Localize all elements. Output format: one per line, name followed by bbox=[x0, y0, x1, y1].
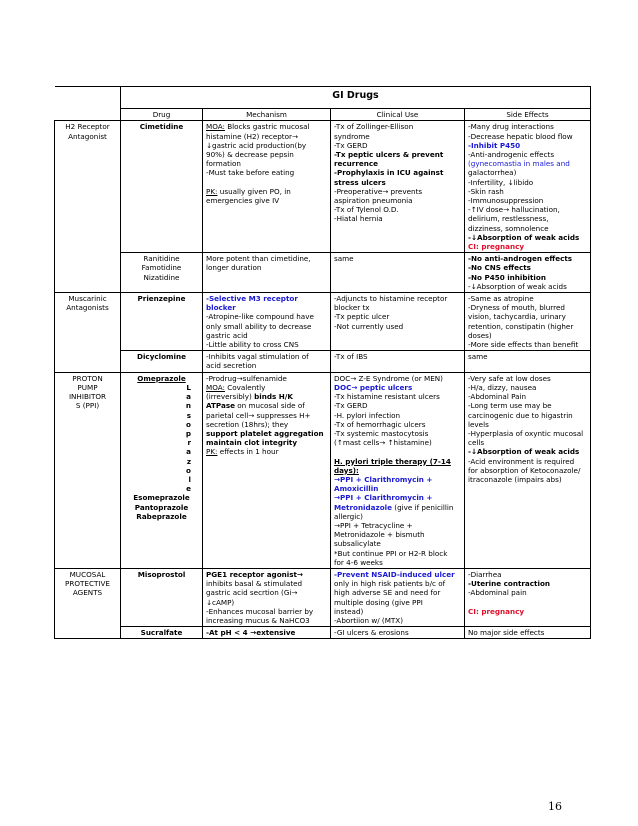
drug-ranitidine-group: Ranitidine Famotidine Nizatidine bbox=[121, 253, 203, 293]
header-drug: Drug bbox=[121, 109, 203, 121]
table-row-sucralfate bbox=[55, 627, 591, 639]
table-row-ppi bbox=[55, 372, 591, 568]
class-h2-antagonist: H2 Receptor Antagonist bbox=[55, 121, 121, 293]
side-effects-dicyclomine: same bbox=[465, 351, 591, 372]
document-page bbox=[54, 86, 590, 639]
mechanism-ppi: -Prodrug→sulfenamide MOA: Covalently (irreversibly) binds H/K ATPase on mucosal side of parietal cell→ suppresses H+ secretion (18hrs); they support platelet aggregation maintain clot integrity PK: effects in 1 hour bbox=[203, 372, 331, 568]
mechanism-sucralfate: -At pH < 4 →extensive bbox=[203, 627, 331, 639]
mechanism-ranitidine: More potent than cimetidine, longer duration bbox=[203, 253, 331, 293]
class-muscarinic-antagonists: Muscarinic Antagonists bbox=[55, 293, 121, 373]
mechanism-prienzepine: -Selective M3 receptor blocker -Atropine-like compound have only small ability to decrease gastric acid -Little ability to cross CNS bbox=[203, 293, 331, 351]
drug-ppi-group: Omeprazole L a n s o p r a z o l e Esomeprazole Pantoprazole Rabeprazole bbox=[121, 372, 203, 568]
drug-sucralfate: Sucralfate bbox=[121, 627, 203, 639]
side-effects-cimetidine: -Many drug interactions -Decrease hepatic blood flow -Inhibit P450 -Anti-androgenic effects (gynecomastia in males and galactorrhea) -Infertility, ↓libido -Skin rash -Immunosuppression -↑IV dose→ hallucination, delirium, restlessness, dizziness, somnolence -↓Absorption of weak acids CI: pregnancy bbox=[465, 121, 591, 253]
mechanism-misoprostol: PGE1 receptor agonist→ inhibits basal & stimulated gastric acid secrtion (Gi→ ↓cAMP) -Enhances mucosal barrier by increasing mucus & NaHCO3 bbox=[203, 568, 331, 626]
drug-prienzepine: Prienzepine bbox=[121, 293, 203, 351]
table-row-cimetidine bbox=[55, 121, 591, 253]
clinical-use-ranitidine: same bbox=[331, 253, 465, 293]
table-row-dicyclomine bbox=[55, 351, 591, 372]
blank-corner bbox=[55, 87, 121, 109]
clinical-use-sucralfate: -GI ulcers & erosions bbox=[331, 627, 465, 639]
clinical-use-cimetidine: -Tx of Zollinger-Ellison syndrome -Tx GERD -Tx peptic ulcers & prevent recurrence -Prophylaxis in ICU against stress ulcers -Preoperative→ prevents aspiration pneumonia -Tx of Tylenol O.D. -Hiatal hernia bbox=[331, 121, 465, 253]
lansoprazole-vertical: L a n s o p r a z o l e bbox=[185, 382, 191, 494]
page-number: 16 bbox=[548, 800, 562, 813]
table-row-misoprostol bbox=[55, 568, 591, 626]
side-effects-sucralfate: No major side effects bbox=[465, 627, 591, 639]
table-row-ranitidine bbox=[55, 253, 591, 293]
side-effects-prienzepine: -Same as atropine -Dryness of mouth, blurred vision, tachycardia, urinary retention, constipatin (higher doses) -More side effects than benefit bbox=[465, 293, 591, 351]
drug-cimetidine: Cimetidine bbox=[121, 121, 203, 253]
class-mucosal-protective: MUCOSAL PROTECTIVE AGENTS bbox=[55, 568, 121, 638]
clinical-use-dicyclomine: -Tx of IBS bbox=[331, 351, 465, 372]
clinical-use-misoprostol: -Prevent NSAID-induced ulcer only in high risk patients b/c of high adverse SE and need for multiple dosing (give PPI instead) -Abortiion w/ (MTX) bbox=[331, 568, 465, 626]
header-row bbox=[55, 109, 591, 121]
side-effects-ppi: -Very safe at low doses -H/a, dizzy, nausea -Abdominal Pain -Long term use may be carcinogenic due to higastrin levels -Hyperplasia of oxyntic mucosal cells -↓Absorption of weak acids -Acid environment is required for absorption of Ketoconazole/ itraconazole (impairs abs) bbox=[465, 372, 591, 568]
mechanism-cimetidine: MOA: Blocks gastric mucosal histamine (H2) receptor→ ↓gastric acid production(by 90%) & decrease pepsin formation -Must take before eating PK: usually given PO, in emergencies give IV bbox=[203, 121, 331, 253]
table-row-prienzepine bbox=[55, 293, 591, 351]
mechanism-dicyclomine: -Inhibits vagal stimulation of acid secretion bbox=[203, 351, 331, 372]
table-title: GI Drugs bbox=[121, 87, 591, 109]
drug-dicyclomine: Dicyclomine bbox=[121, 351, 203, 372]
ci-pregnancy-cimetidine: CI: pregnancy bbox=[468, 242, 525, 252]
blank-header-cell bbox=[55, 109, 121, 121]
drug-misoprostol: Misoprostol bbox=[121, 568, 203, 626]
clinical-use-ppi: DOC→ Z-E Syndrome (or MEN) DOC→ peptic ulcers -Tx histamine resistant ulcers -Tx GERD -H. pylori infection -Tx of hemorrhagic ulcers -Tx systemic mastocytosis (↑mast cells→ ↑histamine) H. pylori triple therapy (7-14 days): →PPI + Clarithromycin + Amoxicillin →PPI + Clarithromycin + Metronidazole (give if penicillin allergic) →PPI + Tetracycline + Metronidazole + bismuth subsalicylate *But continue PPI or H2-R block for 4-6 weeks bbox=[331, 372, 465, 568]
header-mechanism: Mechanism bbox=[203, 109, 331, 121]
side-effects-misoprostol: -Diarrhea -Uterine contraction -Abdominal pain CI: pregnancy bbox=[465, 568, 591, 626]
side-effects-ranitidine: -No anti-androgen effects -No CNS effects -No P450 inhibition -↓Absorption of weak acids bbox=[465, 253, 591, 293]
header-clinical-use: Clinical Use bbox=[331, 109, 465, 121]
gi-drugs-table bbox=[54, 86, 591, 639]
class-ppi: PROTON PUMP INHIBITOR S (PPI) bbox=[55, 372, 121, 568]
header-side-effects: Side Effects bbox=[465, 109, 591, 121]
ci-pregnancy-misoprostol: CI: pregnancy bbox=[468, 606, 525, 616]
clinical-use-prienzepine: -Adjuncts to histamine receptor blocker tx -Tx peptic ulcer -Not currently used bbox=[331, 293, 465, 351]
